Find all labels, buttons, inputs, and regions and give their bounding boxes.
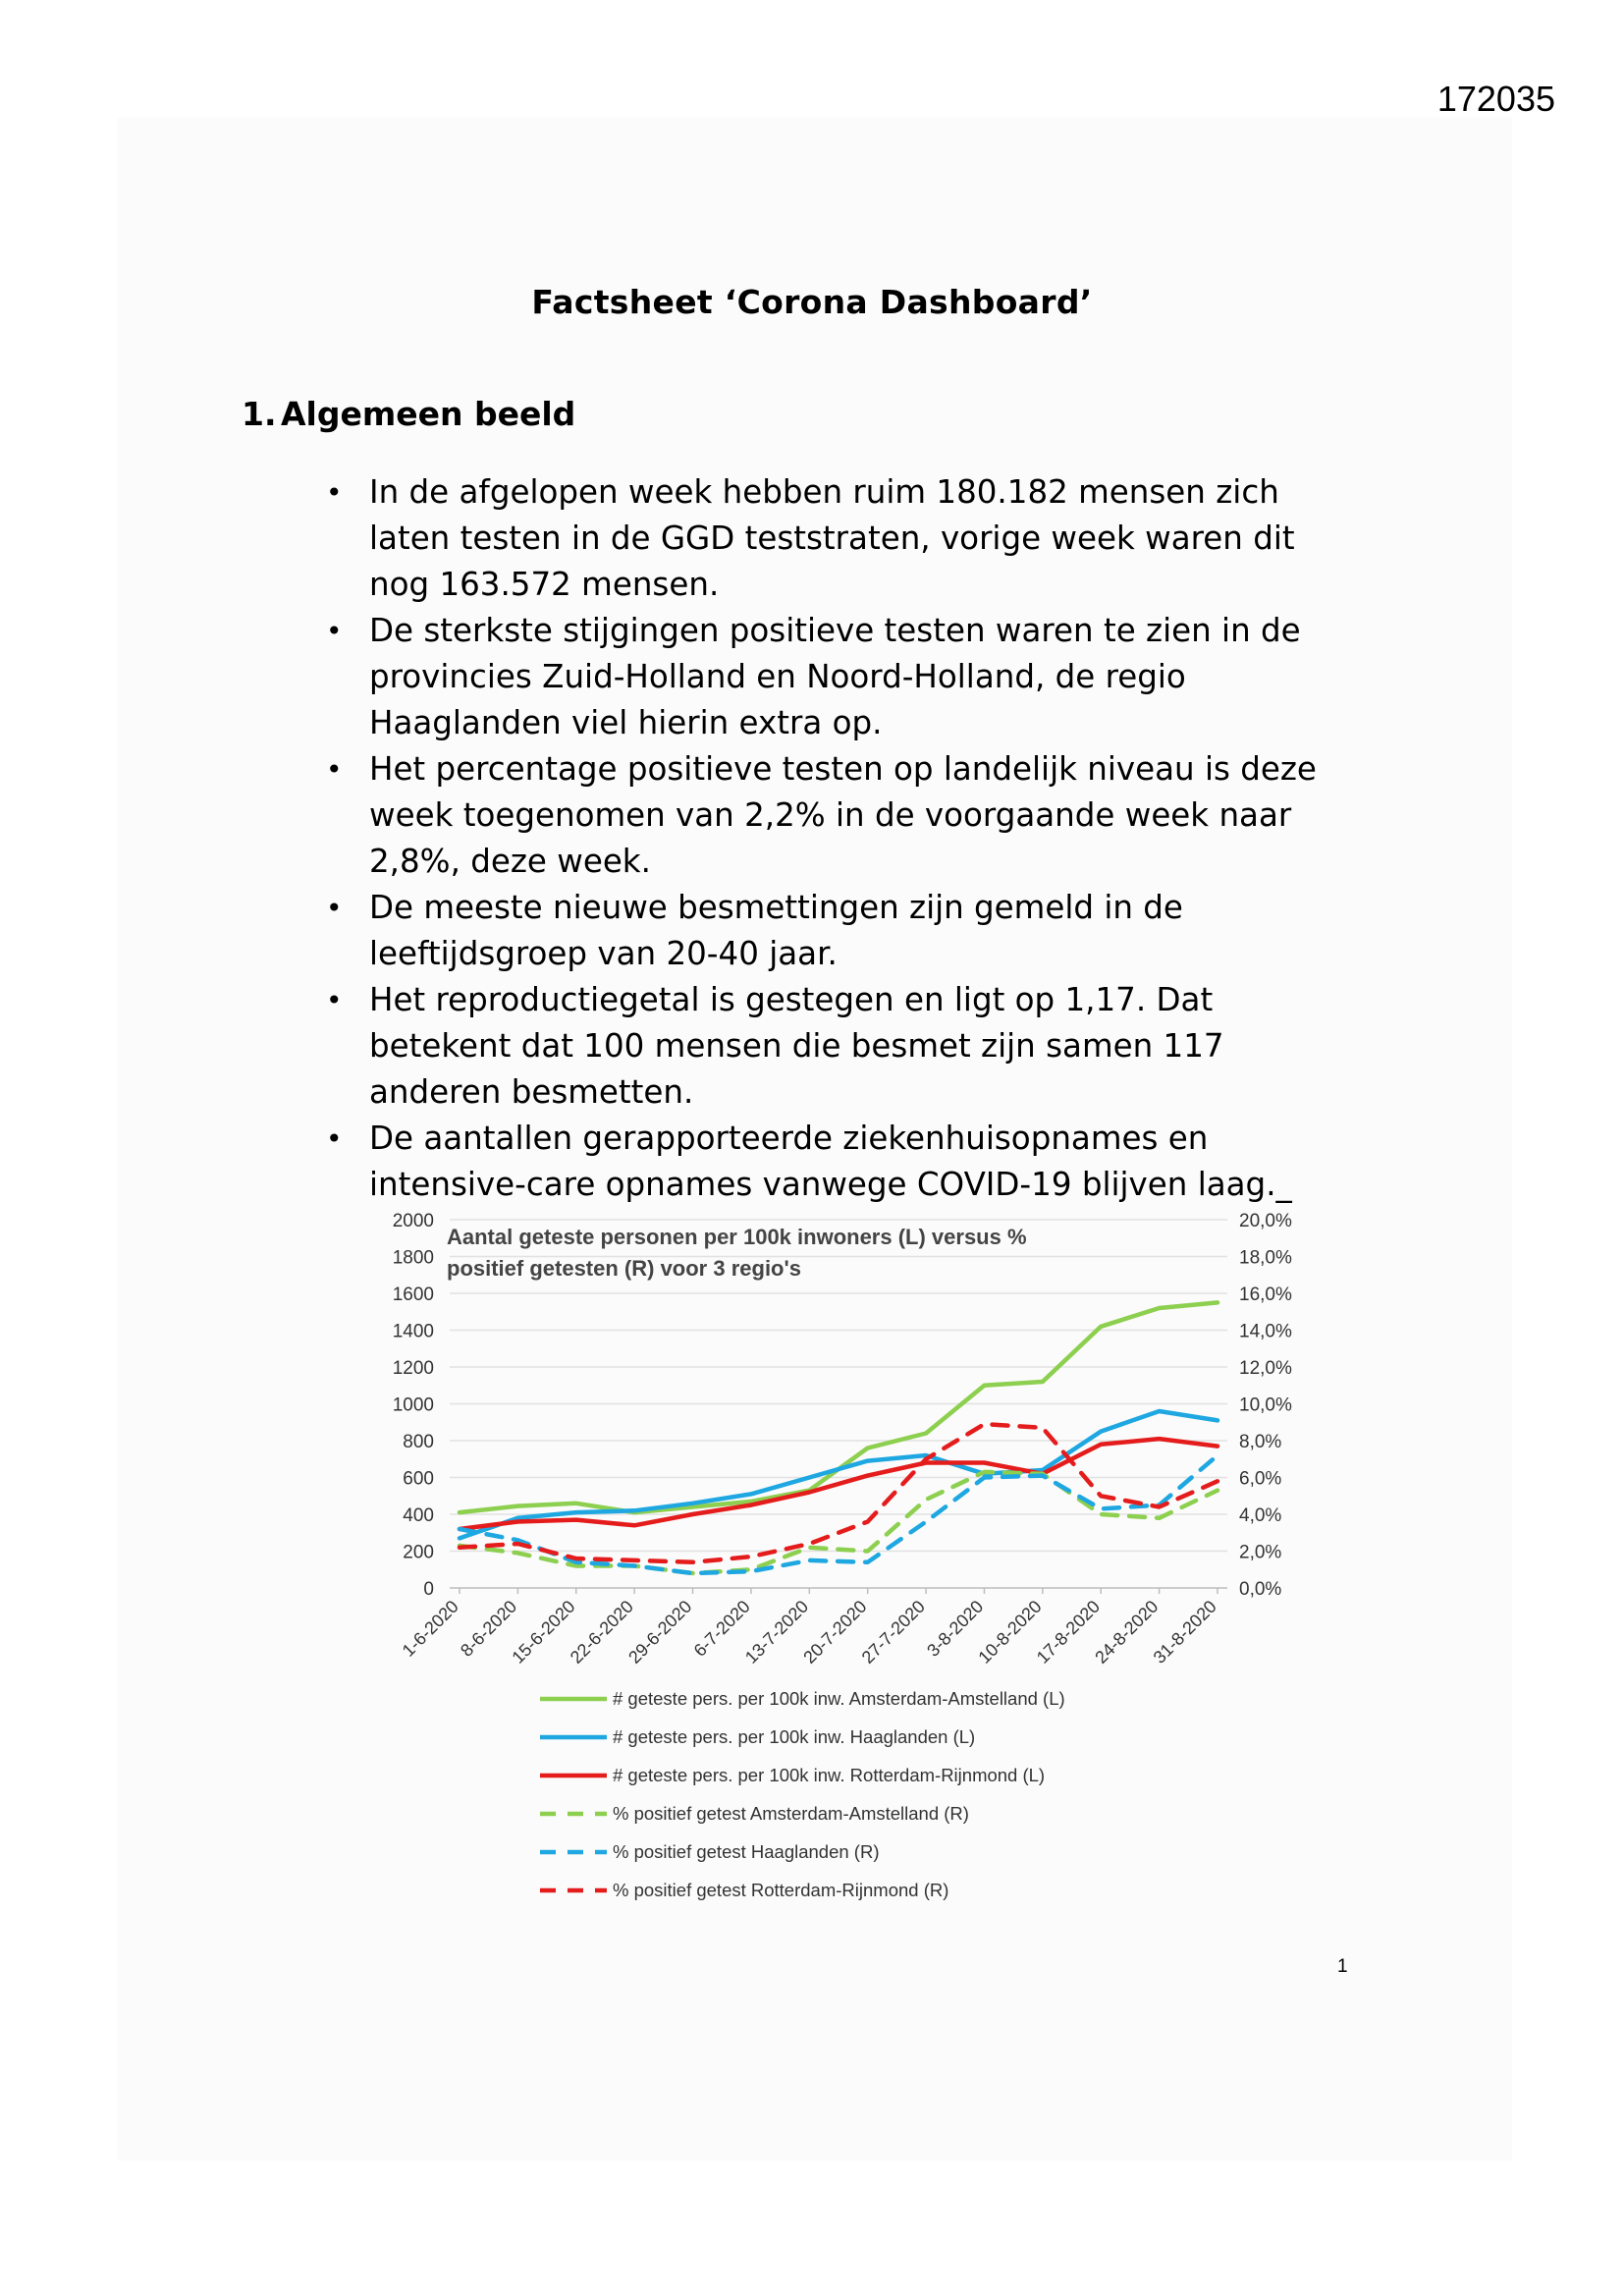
bullet-text: De aantallen gerapporteerde ziekenhuisopnames en intensive-care opnames vanwege COVID-19 blijven laag._: [369, 1120, 1292, 1203]
right-tick-label: 10,0%: [1239, 1394, 1292, 1416]
section-heading: [242, 395, 575, 433]
x-axis-labels: [399, 1588, 1220, 1667]
section-title: Algemeen beeld: [281, 395, 576, 433]
left-tick-label: 600: [403, 1468, 434, 1490]
bullet-text: De sterkste stijgingen positieve testen waren te zien in de provincies Zuid-Holland en Noord-Holland, de regio Haaglanden viel hierin extra op.: [369, 612, 1301, 741]
left-tick-label: 800: [403, 1432, 434, 1452]
right-tick-label: 14,0%: [1239, 1321, 1292, 1342]
chart-legend: [540, 1688, 1065, 1900]
x-tick-label: 3-8-2020: [923, 1596, 988, 1661]
right-tick-label: 4,0%: [1239, 1505, 1282, 1526]
right-tick-label: 18,0%: [1239, 1247, 1292, 1269]
legend-label: % positief getest Rotterdam-Rijnmond (R): [613, 1880, 949, 1900]
x-tick-label: 17-8-2020: [1032, 1596, 1105, 1667]
x-tick-label: 10-8-2020: [974, 1596, 1046, 1667]
series-line: [460, 1302, 1218, 1512]
bullet-marker: •: [326, 984, 343, 1016]
left-tick-label: 1600: [392, 1285, 434, 1305]
legend-label: % positief getest Amsterdam-Amstelland (R): [613, 1803, 969, 1824]
x-tick-label: 6-7-2020: [689, 1596, 754, 1661]
left-tick-label: 1800: [392, 1247, 434, 1269]
left-tick-label: 1400: [392, 1321, 434, 1342]
line-chart: [363, 1203, 1345, 1969]
legend-label: # geteste pers. per 100k inw. Haaglanden (L): [613, 1726, 976, 1747]
bullet-marker: •: [326, 892, 343, 924]
left-tick-label: 1200: [392, 1358, 434, 1379]
x-tick-label: 24-8-2020: [1091, 1596, 1163, 1667]
x-tick-label: 27-7-2020: [857, 1596, 929, 1667]
section-number: 1.: [242, 395, 277, 433]
legend-label: # geteste pers. per 100k inw. Amsterdam-Amstelland (L): [613, 1688, 1065, 1709]
x-tick-label: 20-7-2020: [799, 1596, 871, 1667]
document-number: 172035: [1436, 79, 1555, 119]
bullet-item: [320, 608, 1361, 746]
bullet-item: [320, 746, 1361, 885]
right-tick-label: 12,0%: [1239, 1358, 1292, 1379]
x-tick-label: 8-6-2020: [457, 1596, 521, 1661]
series-lines: [460, 1302, 1218, 1573]
left-tick-label: 2000: [392, 1211, 434, 1231]
x-tick-label: 29-6-2020: [624, 1596, 696, 1667]
bullet-text: De meeste nieuwe besmettingen zijn gemeld in de leeftijdsgroep van 20-40 jaar.: [369, 889, 1183, 972]
bullet-item: [320, 885, 1361, 977]
bullet-list: [320, 469, 1361, 1208]
left-tick-label: 1000: [392, 1394, 434, 1416]
x-tick-label: 15-6-2020: [508, 1596, 579, 1667]
page-number: 1: [1337, 1956, 1348, 1977]
x-tick-label: 22-6-2020: [566, 1596, 637, 1667]
bullet-text: Het reproductiegetal is gestegen en ligt op 1,17. Dat betekent dat 100 mensen die besmet zijn samen 117 anderen besmetten.: [369, 981, 1224, 1111]
bullet-text: Het percentage positieve testen op landelijk niveau is deze week toegenomen van 2,2% in de voorgaande week naar 2,8%, deze week.: [369, 750, 1317, 880]
right-tick-label: 6,0%: [1239, 1468, 1282, 1490]
chart-title-line-2: positief getesten (R) voor 3 regio's: [447, 1256, 801, 1281]
x-tick-label: 13-7-2020: [740, 1596, 813, 1667]
left-axis-labels: [393, 1211, 434, 1600]
bullet-marker: •: [326, 1122, 343, 1155]
legend-label: # geteste pers. per 100k inw. Rotterdam-Rijnmond (L): [613, 1765, 1046, 1785]
right-tick-label: 20,0%: [1239, 1211, 1292, 1231]
right-tick-label: 16,0%: [1239, 1285, 1292, 1305]
x-tick-label: 31-8-2020: [1149, 1596, 1220, 1667]
right-tick-label: 8,0%: [1239, 1432, 1282, 1452]
left-tick-label: 200: [403, 1542, 434, 1563]
bullet-item: [320, 1116, 1361, 1208]
chart-title-line-1: Aantal geteste personen per 100k inwoners (L) versus %: [447, 1225, 1027, 1249]
bullet-item: [320, 469, 1361, 608]
left-tick-label: 400: [403, 1505, 434, 1526]
right-tick-label: 2,0%: [1239, 1542, 1282, 1563]
bullet-marker: •: [326, 615, 343, 647]
bullet-marker: •: [326, 476, 343, 509]
left-tick-label: 0: [423, 1579, 434, 1600]
bullet-text: In de afgelopen week hebben ruim 180.182 mensen zich laten testen in de GGD teststraten, vorige week waren dit nog 163.572 mensen.: [369, 473, 1295, 603]
right-tick-label: 0,0%: [1239, 1579, 1282, 1600]
chart-container: [363, 1203, 1345, 1969]
page-title: Factsheet ‘Corona Dashboard’: [531, 283, 1093, 321]
bullet-item: [320, 977, 1361, 1116]
legend-label: % positief getest Haaglanden (R): [613, 1841, 880, 1862]
bullet-marker: •: [326, 753, 343, 786]
x-tick-label: 1-6-2020: [398, 1596, 462, 1661]
right-axis-labels: [1239, 1211, 1292, 1600]
